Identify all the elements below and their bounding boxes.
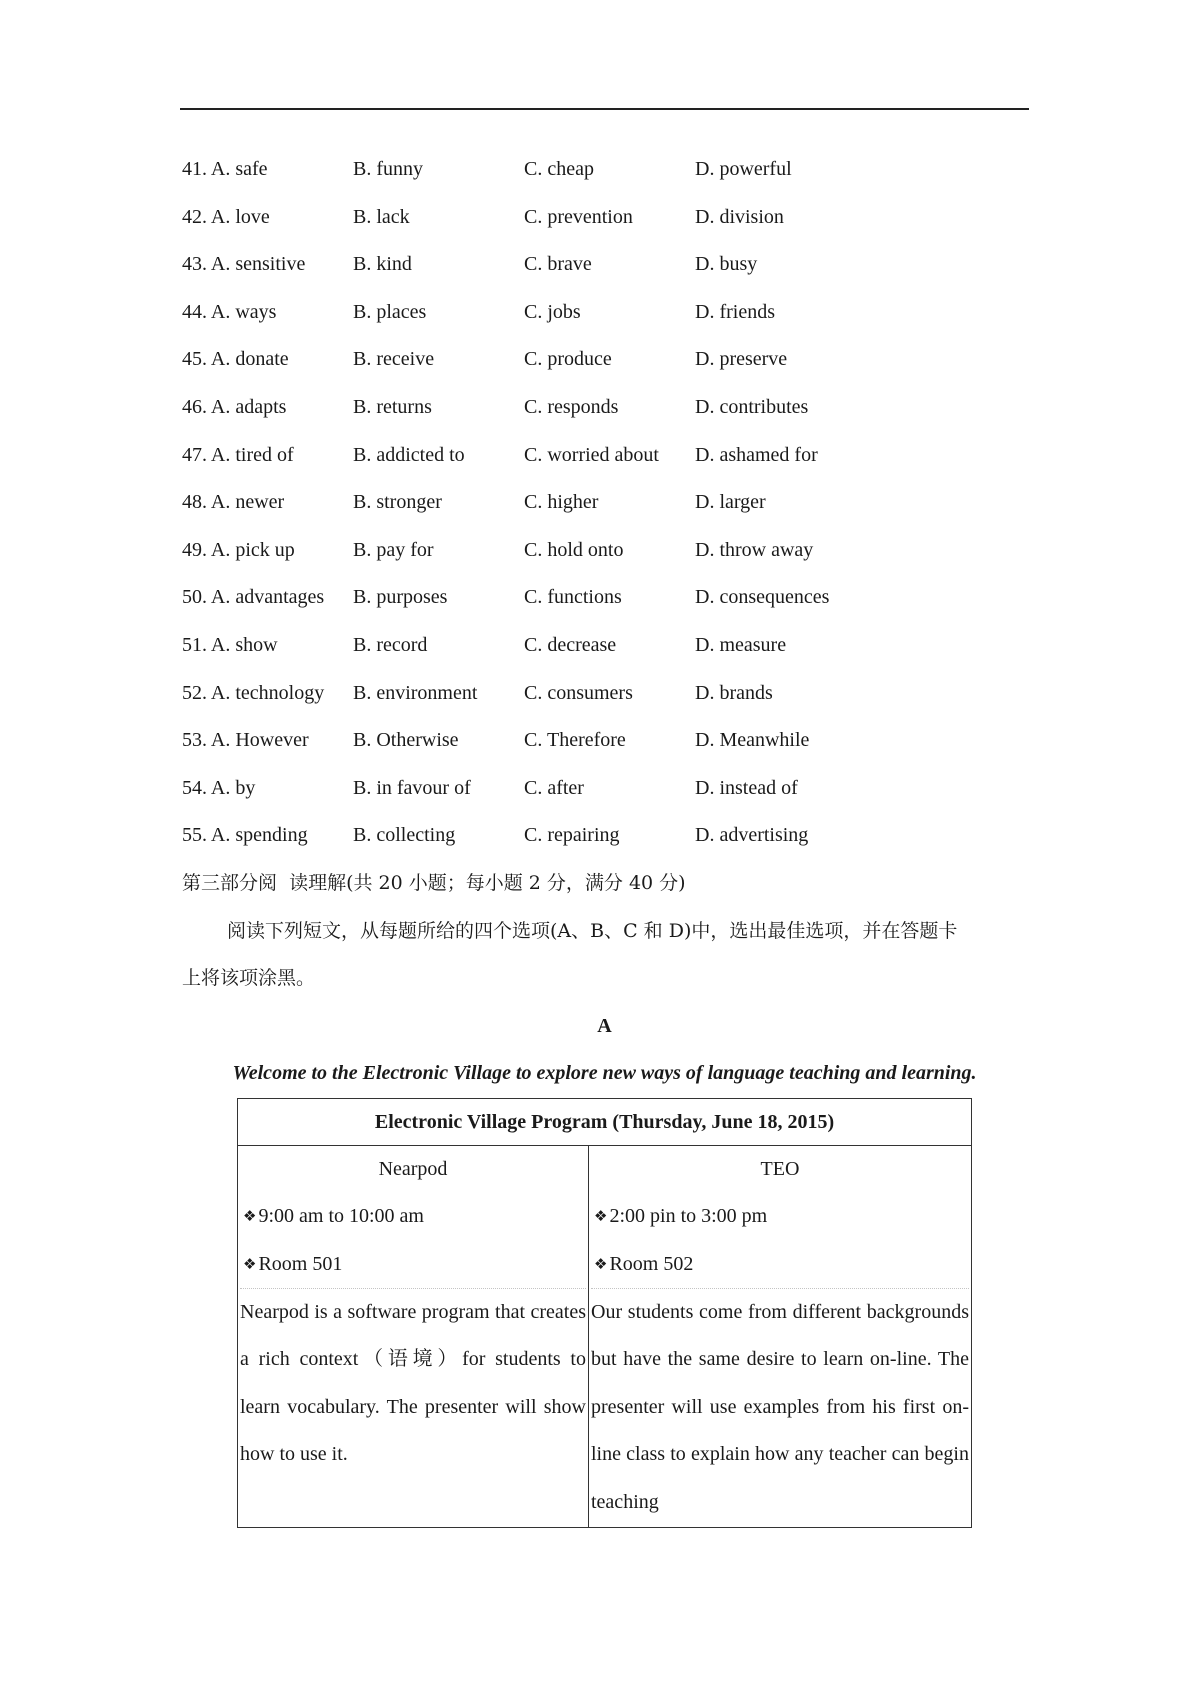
option-b: B. funny — [353, 158, 423, 180]
passage-title: Welcome to the Electronic Village to explore new ways of language teaching and learning. — [232, 1062, 977, 1085]
option-a: A. donate — [210, 348, 289, 371]
option-d: D. busy — [695, 253, 758, 276]
option-d: D. larger — [695, 491, 766, 514]
option-a-cell — [182, 670, 353, 718]
question-number: 51. — [182, 633, 207, 656]
question-row — [182, 146, 1027, 194]
option-a-cell — [182, 194, 353, 242]
option-a: A. technology — [210, 681, 325, 704]
option-c: C. consumers — [524, 681, 633, 704]
option-a: A. However — [210, 729, 309, 752]
session-room-line — [591, 1241, 969, 1289]
option-a-cell — [182, 479, 353, 527]
question-number: 42. — [182, 205, 207, 228]
diamond-bullet-icon — [243, 1253, 258, 1275]
question-row — [182, 384, 1027, 432]
session-name: TEO — [760, 1157, 800, 1180]
option-a: A. safe — [210, 158, 268, 180]
option-b: B. purposes — [353, 586, 448, 609]
option-b: B. addicted to — [353, 443, 465, 466]
option-c: C. Therefore — [524, 729, 626, 752]
option-b: B. environment — [353, 681, 478, 704]
option-b: B. receive — [353, 348, 435, 371]
option-d: D. friends — [695, 300, 775, 323]
session-column-nearpod — [238, 1146, 588, 1527]
option-c: C. functions — [524, 586, 622, 609]
question-number: 44. — [182, 300, 207, 323]
question-row — [182, 479, 1027, 527]
option-a: A. adapts — [210, 395, 287, 418]
option-c: C. higher — [524, 491, 599, 514]
option-a: A. sensitive — [210, 253, 306, 276]
question-number: 54. — [182, 776, 207, 799]
question-number: 46. — [182, 395, 207, 418]
option-d: D. brands — [695, 681, 773, 704]
option-b: B. kind — [353, 253, 412, 276]
option-c: C. responds — [524, 395, 619, 418]
option-d: D. consequences — [695, 586, 830, 609]
question-row — [182, 574, 1027, 622]
option-c: C. after — [524, 776, 584, 799]
option-c: C. worried about — [524, 443, 659, 466]
option-a: A. show — [210, 633, 278, 656]
option-a-cell — [182, 622, 353, 670]
question-number: 47. — [182, 443, 207, 466]
option-d: D. Meanwhile — [695, 729, 810, 752]
option-d: D. ashamed for — [695, 443, 818, 466]
question-number: 52. — [182, 681, 207, 704]
option-a-cell — [182, 336, 353, 384]
question-row — [182, 765, 1027, 813]
session-time: 2:00 pin to 3:00 pm — [609, 1205, 768, 1228]
question-row — [182, 717, 1027, 765]
question-row — [182, 241, 1027, 289]
question-row — [182, 336, 1027, 384]
option-b: B. in favour of — [353, 776, 471, 799]
option-a: A. spending — [210, 824, 308, 847]
session-description: Nearpod is a software program that creates a rich context（语境）for students to learn vocabulary. The presenter will show how to use it. — [240, 1300, 586, 1466]
question-number: 43. — [182, 253, 207, 276]
option-c: C. produce — [524, 348, 612, 371]
page-content — [182, 146, 1027, 1528]
option-d: D. division — [695, 205, 784, 228]
option-a-cell — [182, 146, 353, 194]
table-body — [238, 1146, 971, 1527]
option-b: B. record — [353, 633, 428, 656]
option-a: A. love — [210, 205, 270, 228]
diamond-bullet-icon — [594, 1205, 609, 1227]
option-b: B. stronger — [353, 491, 442, 514]
session-room: Room 502 — [609, 1253, 694, 1276]
option-b: B. pay for — [353, 538, 434, 561]
diamond-bullet-icon — [594, 1253, 609, 1275]
diamond-bullet-icon — [243, 1205, 258, 1227]
question-row — [182, 194, 1027, 242]
option-c: C. decrease — [524, 633, 617, 656]
session-time-line — [591, 1193, 969, 1241]
passage-label: A — [597, 1014, 612, 1037]
option-d: D. measure — [695, 633, 787, 656]
option-a: A. advantages — [210, 586, 325, 609]
question-number: 48. — [182, 491, 207, 514]
option-d: D. preserve — [695, 348, 788, 371]
header-rule — [180, 108, 1029, 110]
option-b: B. Otherwise — [353, 729, 459, 752]
option-a-cell — [182, 432, 353, 480]
option-a: A. ways — [210, 300, 277, 323]
option-d: D. advertising — [695, 824, 809, 847]
question-number: 50. — [182, 586, 207, 609]
option-a-cell — [182, 574, 353, 622]
session-column-teo — [588, 1146, 971, 1527]
question-row — [182, 670, 1027, 718]
option-d: D. instead of — [695, 776, 798, 799]
option-a-cell — [182, 717, 353, 765]
option-a-cell — [182, 241, 353, 289]
question-row — [182, 622, 1027, 670]
session-time-line — [240, 1193, 586, 1241]
question-number: 49. — [182, 538, 207, 561]
option-b: B. collecting — [353, 824, 456, 847]
option-c: C. prevention — [524, 205, 633, 228]
option-b: B. returns — [353, 395, 432, 418]
session-room-line — [240, 1241, 586, 1289]
instructions-paragraph: 阅读下列短文，从每题所给的四个选项(A、B、C 和 D)中，选出最佳选项，并在答题卡上将该项涂黑。 — [182, 919, 958, 990]
question-number: 41. — [182, 158, 207, 180]
option-a-cell — [182, 527, 353, 575]
option-d: D. powerful — [695, 158, 792, 180]
table-header: Electronic Village Program (Thursday, June 18, 2015) — [238, 1099, 971, 1146]
session-room: Room 501 — [258, 1253, 343, 1276]
question-number: 53. — [182, 729, 207, 752]
option-a-cell — [182, 812, 353, 860]
option-a: A. newer — [210, 491, 285, 514]
question-number: 45. — [182, 348, 207, 371]
option-a-cell — [182, 765, 353, 813]
option-a: A. tired of — [210, 443, 294, 466]
section-heading: 第三部分阅 读理解(共 20 小题；每小题 2 分，满分 40 分) — [182, 871, 686, 894]
option-c: C. jobs — [524, 300, 581, 323]
option-c: C. hold onto — [524, 538, 624, 561]
option-c: C. repairing — [524, 824, 620, 847]
option-d: D. throw away — [695, 538, 814, 561]
option-a-cell — [182, 289, 353, 337]
session-name: Nearpod — [378, 1157, 448, 1180]
option-c: C. brave — [524, 253, 592, 276]
program-table — [237, 1098, 972, 1528]
option-a: A. pick up — [210, 538, 295, 561]
question-row — [182, 432, 1027, 480]
question-row — [182, 812, 1027, 860]
session-description: Our students come from different backgrounds but have the same desire to learn on-line. The presenter will use examples from his first on-line class to explain how any teacher can begin teaching — [591, 1300, 969, 1514]
question-number: 55. — [182, 824, 207, 847]
option-a: A. by — [210, 776, 256, 799]
option-b: B. places — [353, 300, 427, 323]
option-b: B. lack — [353, 205, 410, 228]
option-c: C. cheap — [524, 158, 594, 180]
question-row — [182, 527, 1027, 575]
option-a-cell — [182, 384, 353, 432]
session-time: 9:00 am to 10:00 am — [258, 1205, 424, 1228]
option-d: D. contributes — [695, 395, 809, 418]
question-row — [182, 289, 1027, 337]
